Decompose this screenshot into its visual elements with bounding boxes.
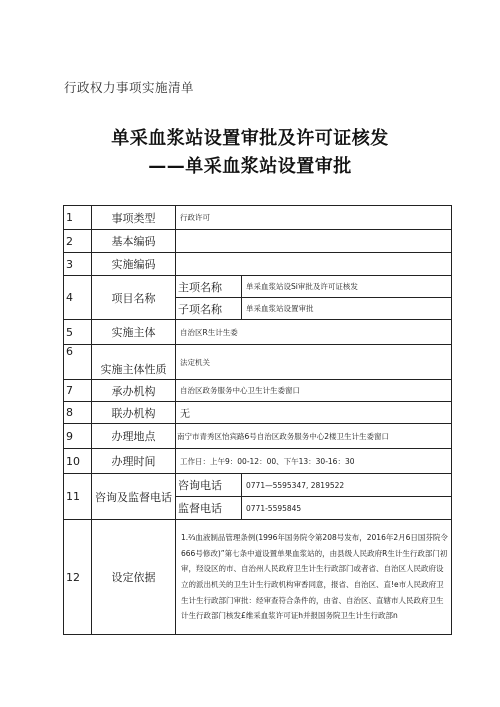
row-value: 工作日：上午9：00-12：00、下午13：30-16：30 xyxy=(176,449,452,474)
document-title-line2: ——单采血浆站设置审批 xyxy=(148,156,352,177)
table-row-item-type xyxy=(64,206,452,230)
row-label: 咨询及监督电话 xyxy=(92,474,176,520)
row-number: 12 xyxy=(64,520,92,635)
row-label: 基本编码 xyxy=(92,230,176,253)
row-value xyxy=(176,253,452,276)
sub-value-supervision-phone: 0771-5595845 xyxy=(242,497,452,520)
row-label: 设定依据 xyxy=(92,520,176,635)
row-label: 联办机构 xyxy=(92,402,176,424)
row-value: 法定机关 xyxy=(176,345,452,380)
row-label: 实施主体 xyxy=(92,320,176,345)
table-row-handling-agency xyxy=(64,380,452,402)
row-value xyxy=(176,230,452,253)
row-value: 自治区R生计生委 xyxy=(176,320,452,345)
row-label: 实施编码 xyxy=(92,253,176,276)
table-row-legal-basis xyxy=(64,520,452,635)
row-number: 9 xyxy=(64,424,92,449)
row-value: 无 xyxy=(176,402,452,424)
row-label: 办理时间 xyxy=(92,449,176,474)
sub-value-consult-phone: 0771—5595347, 2819522 xyxy=(242,474,452,497)
row-number: 8 xyxy=(64,402,92,424)
row-value: 行政许可 xyxy=(176,206,452,230)
row-number: 2 xyxy=(64,230,92,253)
row-label: 项目名称 xyxy=(92,276,176,320)
row-number: 6 xyxy=(64,345,92,380)
implementation-list-table xyxy=(63,205,452,635)
row-number: 10 xyxy=(64,449,92,474)
table-row-body-nature xyxy=(64,345,452,380)
row-label: 承办机构 xyxy=(92,380,176,402)
row-number: 3 xyxy=(64,253,92,276)
row-value-legal-basis: 1.⅔血液制品管理条例(1996年国务院令第208号发布，2016年2月6日国芬院令666号修改)”第七条中道设置单果血浆站的，由县级人民政府R生计生行政部门初审，羟设区的市、自治州人民政府卫生计生行政部门或者省、自治区人民政府设立的派出机关的卫生计生行政机构审香同意，报省、自治区、直!e市人民政府卫生计生行政部门审批：经审查符合条件的，由省、自治区、直辖市人民政府卫生计生行政部门核发£维采血浆许可证h并报国务院卫生计生行政部n xyxy=(176,520,452,635)
row-value: 自治区政务服务中心卫生计生委窗口 xyxy=(176,380,452,402)
document-header-note: 行政权力事项实施清单 xyxy=(64,80,195,95)
row-number: 1 xyxy=(64,206,92,230)
table-row-location xyxy=(64,424,452,449)
sub-label-supervision-phone: 监督电话 xyxy=(176,497,242,520)
sub-label-main-item: 主项名称 xyxy=(176,276,242,298)
table-row-project-name-main xyxy=(64,276,452,298)
row-number: 5 xyxy=(64,320,92,345)
row-number: 7 xyxy=(64,380,92,402)
row-number: 11 xyxy=(64,474,92,520)
row-label: 实施主体性质 xyxy=(92,345,176,380)
table-row-consult-phone xyxy=(64,474,452,497)
table-row-office-hours xyxy=(64,449,452,474)
row-value: 南宁市青秀区怡宾路6号自治区政务服务中心2楼卫生计生委窗口 xyxy=(176,424,452,449)
table-row-basic-code xyxy=(64,230,452,253)
document-title-line1: 单采血浆站设置审批及许可证核发 xyxy=(111,128,389,149)
table-row-implementation-code xyxy=(64,253,452,276)
sub-value-main-item: 单采血浆站设Si审批及许可证核发 xyxy=(242,276,452,298)
sub-value-sub-item: 单采血浆站设置审批 xyxy=(242,298,452,320)
row-label: 办理地点 xyxy=(92,424,176,449)
sub-label-sub-item: 子项名称 xyxy=(176,298,242,320)
sub-label-consult-phone: 咨询电话 xyxy=(176,474,242,497)
table-row-joint-agency xyxy=(64,402,452,424)
table-row-implementing-body xyxy=(64,320,452,345)
row-label: 事项类型 xyxy=(92,206,176,230)
row-number: 4 xyxy=(64,276,92,320)
